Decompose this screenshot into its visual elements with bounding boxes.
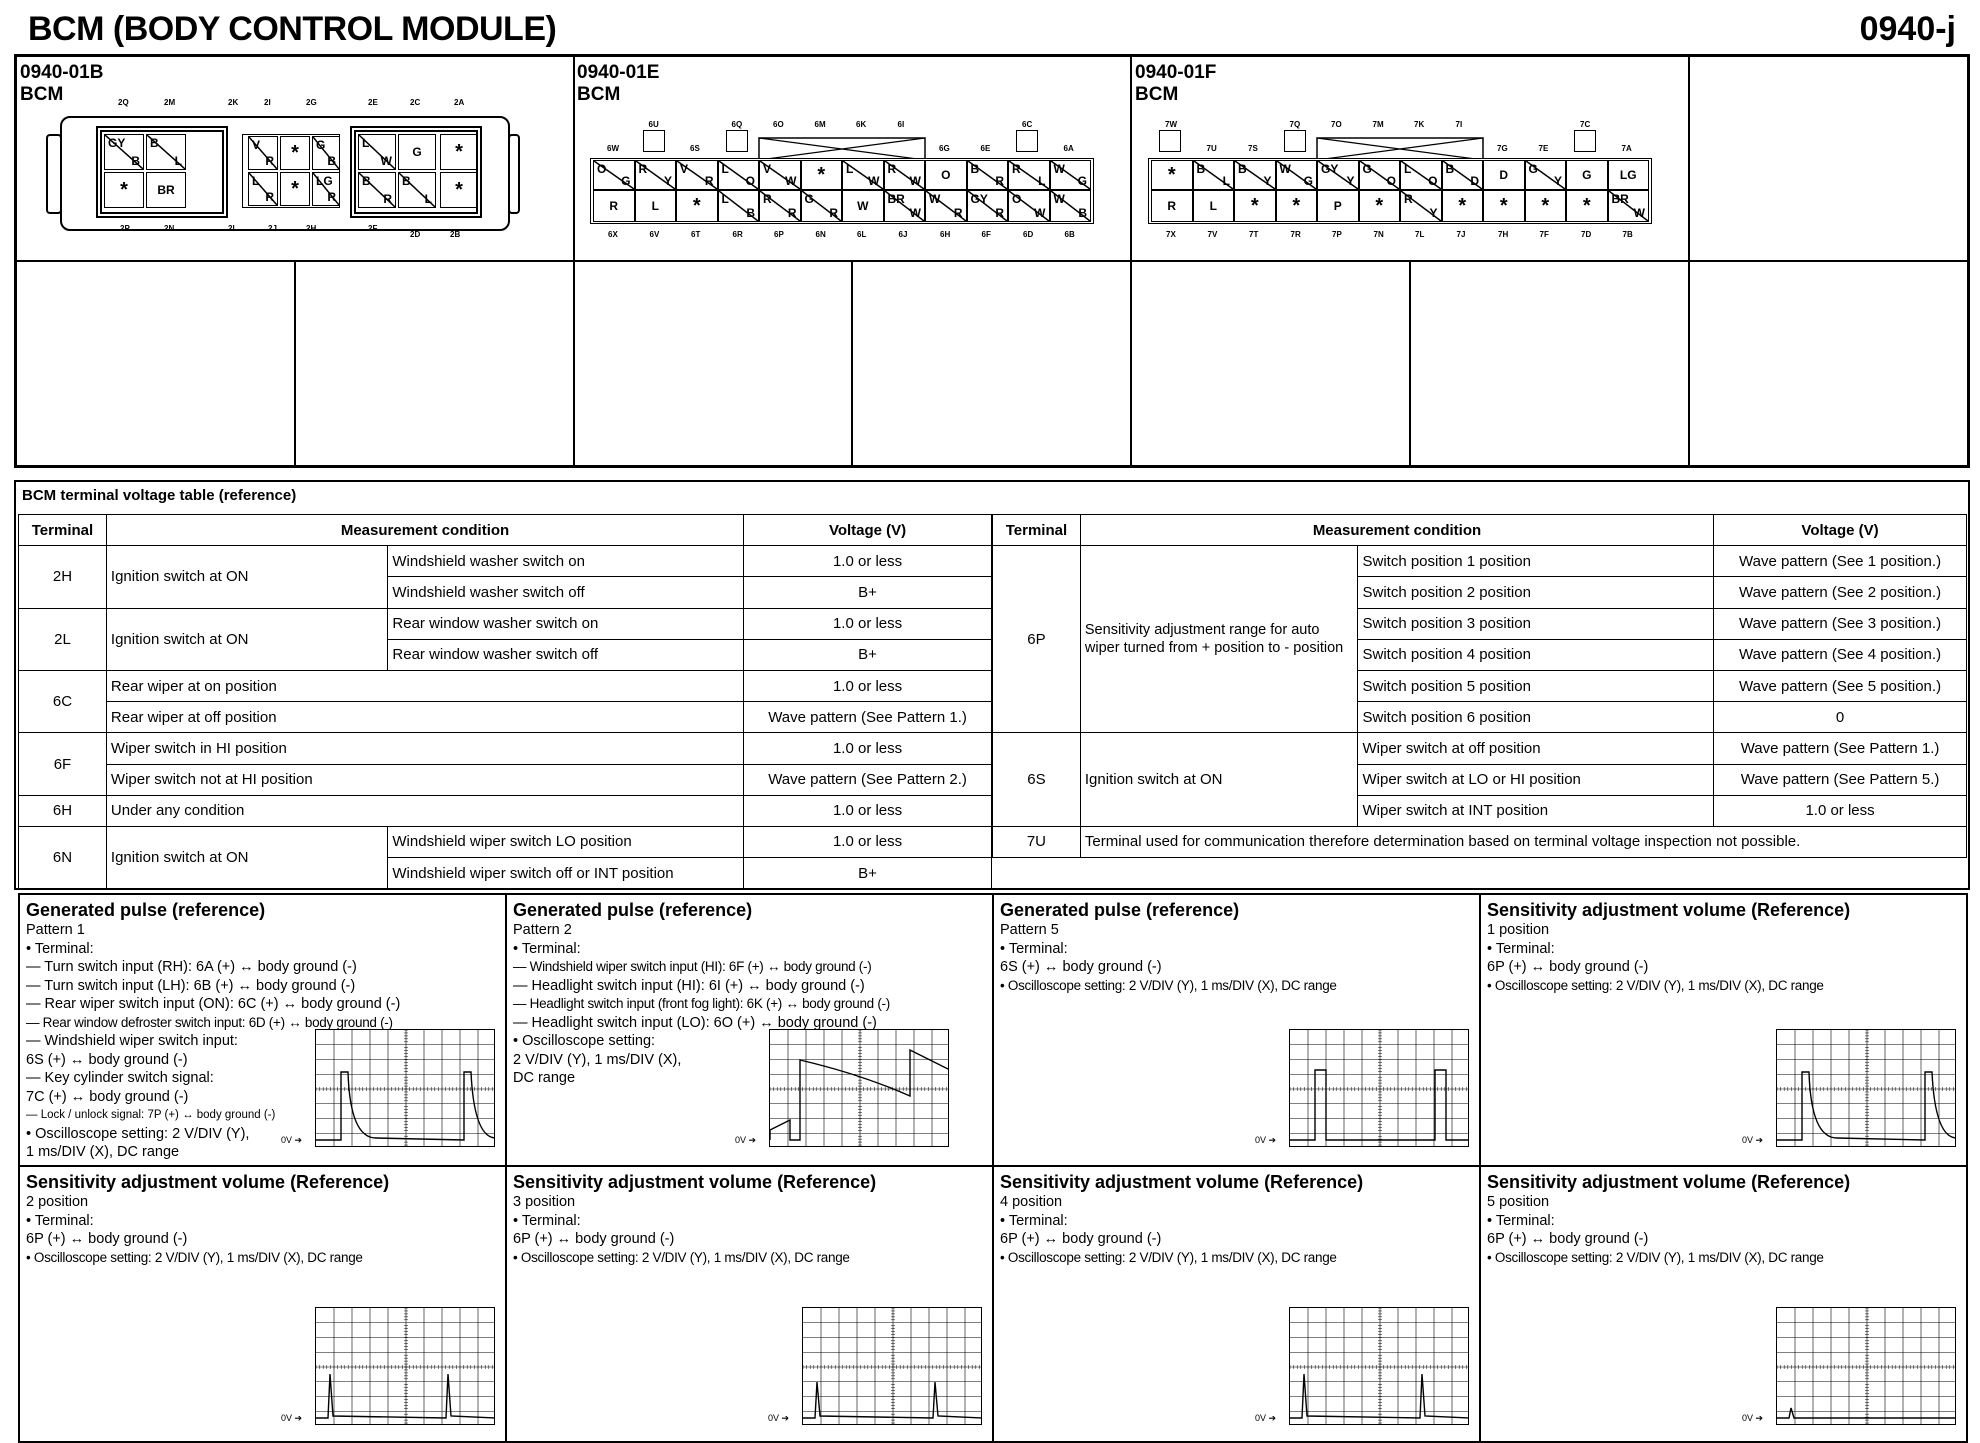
terminal-cell: 6C: [19, 670, 107, 732]
voltage-cell: B+: [744, 639, 992, 670]
pin-number-label: 6I: [897, 120, 905, 129]
pulse-title: Sensitivity adjustment volume (Reference): [26, 1172, 390, 1192]
pin-number-label: 7R: [1290, 230, 1301, 239]
pulse-line: 6P (+) ↔ body ground (-): [1000, 1231, 1162, 1247]
condition-cell: Terminal used for communication therefore determination based on terminal voltage inspection not possible.: [1080, 826, 1966, 857]
pin-number-label: 7O: [1331, 120, 1342, 129]
oscilloscope-screen: [1289, 1307, 1469, 1425]
connector-pin-cell: LG: [1608, 160, 1650, 190]
pulse-line: — Key cylinder switch signal:: [26, 1070, 214, 1086]
pin-number-label: 7E: [1538, 144, 1549, 153]
pulse-subtitle: 2 position: [26, 1194, 89, 1210]
pulse-line: • Terminal:: [26, 1212, 94, 1229]
pin-number-label: 7B: [1622, 230, 1633, 239]
header-voltage: Voltage (V): [1714, 515, 1967, 546]
pin-number-label: 6P: [774, 230, 784, 239]
connector-pin-cell: W B: [1050, 190, 1092, 222]
connector-pin-cell: *: [1442, 190, 1484, 222]
pulse-subtitle: Pattern 2: [513, 922, 572, 938]
connector-2-diagram: [590, 118, 1110, 248]
voltage-cell: 1.0 or less: [1714, 795, 1967, 826]
pulse-subtitle: Pattern 1: [26, 922, 85, 938]
connector-1-diagram: [60, 96, 520, 256]
connector-name: BCM: [1135, 84, 1179, 105]
header-condition: Measurement condition: [106, 515, 743, 546]
pin-number-label: 2K: [228, 98, 239, 107]
zero-volt-marker: 0V ➔: [1742, 1413, 1764, 1423]
connector-pin-cell: *: [1276, 190, 1318, 222]
condition-cell: Switch position 4 position: [1358, 639, 1714, 670]
pin-number-label: 6W: [607, 144, 619, 153]
pin-number-label: 7S: [1248, 144, 1258, 153]
condition-cell: Rear window washer switch off: [388, 639, 744, 670]
pulse-line: • Terminal:: [1487, 1212, 1555, 1229]
page-title: BCM (BODY CONTROL MODULE): [28, 10, 557, 48]
connector-pin-cell: *: [280, 172, 310, 206]
pulse-line: — Turn switch input (RH): 6A (+) ↔ body ground (-): [26, 959, 357, 975]
condition-cell: Switch position 6 position: [1358, 702, 1714, 733]
condition-cell: Sensitivity adjustment range for auto wiper turned from + position to - position: [1080, 546, 1358, 733]
pulse-subtitle: 4 position: [1000, 1194, 1063, 1210]
connector-pin-cell: W G: [1276, 160, 1318, 190]
connector-pin-cell: *: [1483, 190, 1525, 222]
voltage-cell: 1.0 or less: [744, 608, 992, 639]
connector-pin-cell: G Y: [1525, 160, 1567, 190]
pin-number-label: 6J: [898, 230, 908, 239]
pin-number-label: 7G: [1497, 144, 1508, 153]
condition-cell: Rear wiper at on position: [106, 670, 743, 701]
zero-volt-marker: 0V ➔: [281, 1135, 303, 1145]
voltage-cell: 1.0 or less: [744, 670, 992, 701]
pulse-box-p1: [18, 893, 507, 1167]
pulse-subtitle: Pattern 5: [1000, 922, 1059, 938]
terminal-cell: 6N: [19, 826, 107, 888]
condition-cell: Windshield wiper switch LO position: [388, 826, 744, 857]
pulse-line: — Lock / unlock signal: 7P (+) ↔ body ground (-): [26, 1109, 276, 1121]
pulse-box-p2: [505, 893, 994, 1167]
connector-pin-cell: W G: [1050, 160, 1092, 190]
pin-number-label: 7D: [1581, 230, 1592, 239]
voltage-table-right: [992, 514, 1967, 858]
pulse-line: • Oscilloscope setting: 2 V/DIV (Y), 1 ms/DIV (X), DC range: [1000, 977, 1337, 993]
voltage-cell: 1.0 or less: [744, 733, 992, 764]
connector-code: 0940-01F: [1135, 62, 1217, 83]
connector-pin-cell: L W: [358, 134, 396, 170]
connector-pin-cell: G B: [312, 136, 340, 170]
oscilloscope-screen: [1776, 1307, 1956, 1425]
header-terminal: Terminal: [993, 515, 1081, 546]
connector-pin-cell: V R: [676, 160, 718, 190]
pin-number-label: 2F: [368, 224, 378, 233]
connector-pin-cell: G O: [1359, 160, 1401, 190]
pulse-line: • Oscilloscope setting:: [513, 1033, 656, 1049]
connector-pin-cell: D: [1483, 160, 1525, 190]
connector-pin-cell: R Y: [635, 160, 677, 190]
pin-number-label: 6A: [1063, 144, 1074, 153]
pulse-title: Generated pulse (reference): [26, 900, 266, 920]
connector-pin-cell: L: [1193, 190, 1235, 222]
pin-number-label: 7I: [1455, 120, 1463, 129]
pulse-line: • Terminal:: [513, 940, 581, 957]
zero-volt-marker: 0V ➔: [768, 1413, 790, 1423]
pulse-line: 6P (+) ↔ body ground (-): [26, 1231, 188, 1247]
waveform-trace: [1777, 1072, 1956, 1140]
pulse-box-s3: [505, 1165, 994, 1443]
pin-number-label: 2L: [228, 224, 238, 233]
pin-number-label: 6B: [1064, 230, 1075, 239]
pin-number-label: 7T: [1249, 230, 1259, 239]
pin-number-label: 2N: [164, 224, 175, 233]
connector-pin-cell: V W: [759, 160, 801, 190]
condition-cell: Switch position 5 position: [1358, 670, 1714, 701]
connector-pin-cell: *: [801, 160, 843, 190]
pulse-line: • Oscilloscope setting: 2 V/DIV (Y),: [26, 1125, 250, 1142]
pin-number-label: 6U: [648, 120, 659, 129]
connector-pin-cell: *: [1566, 190, 1608, 222]
pulse-line: — Headlight switch input (front fog light): 6K (+) ↔ body ground (-): [513, 996, 890, 1011]
connector-pin-cell: BR: [146, 172, 186, 208]
connector-2-label: [577, 62, 659, 106]
connector-pin-cell: W R: [925, 190, 967, 222]
pulse-title: Sensitivity adjustment volume (Reference): [1487, 1172, 1851, 1192]
connector-pin-cell: G: [398, 134, 436, 170]
condition-cell: Under any condition: [106, 795, 743, 826]
voltage-cell: 0: [1714, 702, 1967, 733]
pulse-line: • Terminal:: [1000, 940, 1068, 957]
condition-cell: Windshield washer switch on: [388, 546, 744, 577]
pulse-title: Generated pulse (reference): [513, 900, 753, 920]
condition-cell: Ignition switch at ON: [106, 546, 387, 608]
pulse-subtitle: 5 position: [1487, 1194, 1550, 1210]
pulse-box-p5: [992, 893, 1481, 1167]
pin-number-label: 7N: [1373, 230, 1384, 239]
pin-number-label: 2A: [454, 98, 465, 107]
connector-pin-cell: L W: [842, 160, 884, 190]
connector-pin-cell: L: [635, 190, 677, 222]
pin-number-label: 7L: [1415, 230, 1425, 239]
condition-cell: Wiper switch not at HI position: [106, 764, 743, 795]
connector-pin-cell: B R: [967, 160, 1009, 190]
pulse-line: 2 V/DIV (Y), 1 ms/DIV (X),: [513, 1051, 682, 1068]
pin-number-label: 6X: [608, 230, 618, 239]
connector-pin-cell: R R: [759, 190, 801, 222]
connector-pin-cell: BR W: [1608, 190, 1650, 222]
terminal-cell: 6F: [19, 733, 107, 795]
connector-pin-cell: *: [1525, 190, 1567, 222]
zero-volt-marker: 0V ➔: [1255, 1413, 1277, 1423]
pin-number-label: 6R: [732, 230, 743, 239]
zero-volt-marker: 0V ➔: [735, 1135, 757, 1145]
pin-number-label: 7V: [1207, 230, 1218, 239]
pulse-title: Sensitivity adjustment volume (Reference): [1487, 900, 1851, 920]
pulse-line: 6P (+) ↔ body ground (-): [1487, 1231, 1649, 1247]
pin-number-label: 7K: [1414, 120, 1425, 129]
condition-cell: Windshield washer switch off: [388, 577, 744, 608]
terminal-cell: 6P: [993, 546, 1081, 733]
terminal-cell: 2H: [19, 546, 107, 608]
terminal-cell: 6S: [993, 733, 1081, 827]
connector-pin-cell: B R: [358, 172, 396, 208]
pulse-line: 6S (+) ↔ body ground (-): [1000, 959, 1162, 975]
pin-number-label: 7M: [1372, 120, 1384, 129]
pin-number-label: 7X: [1166, 230, 1176, 239]
oscilloscope-screen: [769, 1029, 949, 1147]
zero-volt-marker: 0V ➔: [281, 1413, 303, 1423]
pulse-title: Sensitivity adjustment volume (Reference): [513, 1172, 877, 1192]
connector-pin-cell: B L: [146, 134, 186, 170]
condition-cell: Switch position 1 position: [1358, 546, 1714, 577]
connector-pin-cell: *: [676, 190, 718, 222]
pin-number-label: 7U: [1206, 144, 1217, 153]
pin-number-label: 2C: [410, 98, 421, 107]
condition-cell: Rear wiper at off position: [106, 702, 743, 733]
pulse-subtitle: 3 position: [513, 1194, 576, 1210]
connector-pin-cell: G R: [801, 190, 843, 222]
connector-name: BCM: [577, 84, 621, 105]
pin-number-label: 6E: [980, 144, 991, 153]
connector-code: 0940-01E: [577, 62, 660, 83]
voltage-cell: Wave pattern (See 1 position.): [1714, 546, 1967, 577]
connector-pin-cell: *: [1151, 160, 1193, 190]
voltage-cell: Wave pattern (See 5 position.): [1714, 670, 1967, 701]
connector-pin-cell: L B: [718, 190, 760, 222]
connector-pin-cell: *: [440, 134, 478, 170]
pin-number-label: 2P: [120, 224, 130, 233]
pin-number-label: 7P: [1332, 230, 1342, 239]
pin-number-label: 6T: [691, 230, 701, 239]
pulse-title: Sensitivity adjustment volume (Reference): [1000, 1172, 1364, 1192]
condition-cell: Wiper switch at off position: [1358, 733, 1714, 764]
connector-pin-cell: BR W: [884, 190, 926, 222]
connector-shell: [508, 134, 520, 214]
connector-pin-cell: *: [1234, 190, 1276, 222]
zero-volt-marker: 0V ➔: [1742, 1135, 1764, 1145]
pin-number-label: 2D: [410, 230, 421, 239]
voltage-cell: B+: [744, 858, 992, 889]
pulse-line: — Headlight switch input (HI): 6I (+) ↔ body ground (-): [513, 977, 865, 994]
voltage-cell: Wave pattern (See Pattern 5.): [1714, 764, 1967, 795]
connector-pin-cell: R Y: [1400, 190, 1442, 222]
pin-number-label: 6M: [814, 120, 826, 129]
condition-cell: Rear window washer switch on: [388, 608, 744, 639]
terminal-cell: 2L: [19, 608, 107, 670]
pulse-line: • Oscilloscope setting: 2 V/DIV (Y), 1 ms/DIV (X), DC range: [1487, 1249, 1824, 1265]
pin-number-label: 6O: [773, 120, 784, 129]
condition-cell: Windshield wiper switch off or INT position: [388, 858, 744, 889]
condition-cell: Wiper switch in HI position: [106, 733, 743, 764]
condition-cell: Ignition switch at ON: [106, 608, 387, 670]
pulse-line: — Windshield wiper switch input (HI): 6F (+) ↔ body ground (-): [513, 959, 872, 974]
pin-number-label: 6K: [856, 120, 867, 129]
connector-pin-cell: L O: [718, 160, 760, 190]
pin-number-label: 6D: [1023, 230, 1034, 239]
pin-number-label: 2H: [306, 224, 317, 233]
pulse-line: — Turn switch input (LH): 6B (+) ↔ body ground (-): [26, 977, 356, 994]
oscilloscope-screen: [315, 1029, 495, 1147]
connector-pin-cell: O: [925, 160, 967, 190]
pulse-box-s1: [1479, 893, 1968, 1167]
pin-number-label: 7H: [1498, 230, 1509, 239]
pin-number-label: 7W: [1165, 120, 1177, 129]
connector-pin-cell: *: [104, 172, 144, 208]
oscilloscope-screen: [1289, 1029, 1469, 1147]
condition-cell: Wiper switch at LO or HI position: [1358, 764, 1714, 795]
pin-number-label: 6N: [815, 230, 826, 239]
connector-name: BCM: [20, 84, 64, 105]
pin-number-label: 6C: [1022, 120, 1033, 129]
condition-cell: Switch position 3 position: [1358, 608, 1714, 639]
pulse-line: • Terminal:: [26, 940, 94, 957]
voltage-cell: Wave pattern (See Pattern 2.): [744, 764, 992, 795]
connector-pin-cell: *: [1359, 190, 1401, 222]
terminal-cell: 7U: [993, 826, 1081, 857]
voltage-cell: Wave pattern (See 3 position.): [1714, 608, 1967, 639]
pulse-line: • Oscilloscope setting: 2 V/DIV (Y), 1 ms/DIV (X), DC range: [26, 1249, 363, 1265]
header-terminal: Terminal: [19, 515, 107, 546]
connector-3-label: [1135, 62, 1216, 106]
connector-pin-cell: V R: [248, 136, 278, 170]
pulse-box-s5: [1479, 1165, 1968, 1443]
voltage-cell: Wave pattern (See 2 position.): [1714, 577, 1967, 608]
connector-pin-cell: GY Y: [1317, 160, 1359, 190]
pulse-line: — Windshield wiper switch input:: [26, 1033, 238, 1049]
connector-pin-cell: B Y: [1234, 160, 1276, 190]
pin-number-label: 7J: [1456, 230, 1466, 239]
connector-pin-cell: L O: [1400, 160, 1442, 190]
pin-number-label: 2I: [264, 98, 271, 107]
oscilloscope-screen: [1776, 1029, 1956, 1147]
voltage-table-title: BCM terminal voltage table (reference): [22, 487, 297, 504]
pin-number-label: 2J: [268, 224, 277, 233]
pin-number-label: 2E: [368, 98, 378, 107]
pin-number-label: 6Q: [731, 120, 743, 129]
pulse-line: • Oscilloscope setting: 2 V/DIV (Y), 1 ms/DIV (X), DC range: [1487, 977, 1824, 993]
connector-pin-cell: P: [1317, 190, 1359, 222]
pin-number-label: 2B: [450, 230, 461, 239]
pin-number-label: 7F: [1539, 230, 1549, 239]
pulse-line: • Terminal:: [1000, 1212, 1068, 1229]
pulse-subtitle: 1 position: [1487, 922, 1550, 938]
pin-number-label: 6V: [649, 230, 660, 239]
pulse-title: Generated pulse (reference): [1000, 900, 1240, 920]
pulse-line: 6P (+) ↔ body ground (-): [513, 1231, 675, 1247]
connector-pin-cell: O G: [593, 160, 635, 190]
pulse-box-s4: [992, 1165, 1481, 1443]
header-condition: Measurement condition: [1080, 515, 1713, 546]
pin-number-label: 6L: [857, 230, 867, 239]
pulse-line: • Terminal:: [1487, 940, 1555, 957]
waveform-trace: [316, 1072, 495, 1140]
connector-pin-cell: R L: [1008, 160, 1050, 190]
pin-number-label: 6G: [939, 144, 950, 153]
connector-pin-cell: R: [593, 190, 635, 222]
connector-shell: [46, 134, 62, 214]
pin-number-label: 7Q: [1289, 120, 1301, 129]
pin-number-label: 7A: [1621, 144, 1632, 153]
pulse-line: — Headlight switch input (LO): 6O (+) ↔ body ground (-): [513, 1014, 877, 1031]
connector-pin-cell: G: [1566, 160, 1608, 190]
oscilloscope-screen: [315, 1307, 495, 1425]
pulse-line: DC range: [513, 1070, 576, 1086]
pulse-line: — Rear window defroster switch input: 6D (+) ↔ body ground (-): [26, 1014, 393, 1030]
pin-number-label: 2Q: [118, 98, 129, 107]
connector-code: 0940-01B: [20, 62, 104, 83]
connector-pin-cell: R W: [884, 160, 926, 190]
connector-3-diagram: [1148, 118, 1668, 248]
pulse-line: 7C (+) ↔ body ground (-): [26, 1088, 189, 1105]
connector-pin-cell: B L: [398, 172, 436, 208]
waveform-trace: [1777, 1408, 1956, 1418]
connector-pin-cell: O W: [1008, 190, 1050, 222]
terminal-cell: 6H: [19, 795, 107, 826]
zero-volt-marker: 0V ➔: [1255, 1135, 1277, 1145]
connector-pin-cell: R: [1151, 190, 1193, 222]
pin-number-label: 2G: [306, 98, 317, 107]
connector-pin-cell: LG R: [312, 172, 340, 206]
connector-pin-cell: *: [280, 136, 310, 170]
pin-number-label: 6F: [981, 230, 991, 239]
connector-pin-cell: L R: [248, 172, 278, 206]
connector-pin-cell: B D: [1442, 160, 1484, 190]
voltage-cell: 1.0 or less: [744, 826, 992, 857]
connector-pin-cell: GY B: [104, 134, 144, 170]
pin-number-label: 2M: [164, 98, 176, 107]
pin-number-label: 6S: [690, 144, 700, 153]
voltage-cell: Wave pattern (See 4 position.): [1714, 639, 1967, 670]
voltage-table-left: [18, 514, 992, 889]
condition-cell: Ignition switch at ON: [1080, 733, 1358, 827]
pulse-box-s2: [18, 1165, 507, 1443]
condition-cell: Switch position 2 position: [1358, 577, 1714, 608]
pin-number-label: 6H: [940, 230, 951, 239]
waveform-trace: [1290, 1070, 1469, 1140]
header-voltage: Voltage (V): [744, 515, 992, 546]
pin-number-label: 7C: [1580, 120, 1591, 129]
pulse-line: • Terminal:: [513, 1212, 581, 1229]
voltage-cell: Wave pattern (See Pattern 1.): [1714, 733, 1967, 764]
pulse-line: 6P (+) ↔ body ground (-): [1487, 959, 1649, 975]
oscilloscope-screen: [802, 1307, 982, 1425]
pulse-line: — Rear wiper switch input (ON): 6C (+) ↔ body ground (-): [26, 996, 401, 1012]
condition-cell: Ignition switch at ON: [106, 826, 387, 888]
connector-pin-cell: B L: [1193, 160, 1235, 190]
pulse-line: 1 ms/DIV (X), DC range: [26, 1144, 180, 1160]
connector-pin-cell: GY R: [967, 190, 1009, 222]
voltage-cell: 1.0 or less: [744, 795, 992, 826]
pulse-line: • Oscilloscope setting: 2 V/DIV (Y), 1 ms/DIV (X), DC range: [1000, 1249, 1337, 1265]
voltage-cell: 1.0 or less: [744, 546, 992, 577]
page-id: 0940-j: [1859, 10, 1956, 48]
connector-pin-cell: *: [440, 172, 478, 208]
pulse-line: • Oscilloscope setting: 2 V/DIV (Y), 1 ms/DIV (X), DC range: [513, 1249, 850, 1265]
voltage-cell: Wave pattern (See Pattern 1.): [744, 702, 992, 733]
connector-pin-cell: W: [842, 190, 884, 222]
voltage-cell: B+: [744, 577, 992, 608]
condition-cell: Wiper switch at INT position: [1358, 795, 1714, 826]
pulse-line: 6S (+) ↔ body ground (-): [26, 1051, 188, 1068]
